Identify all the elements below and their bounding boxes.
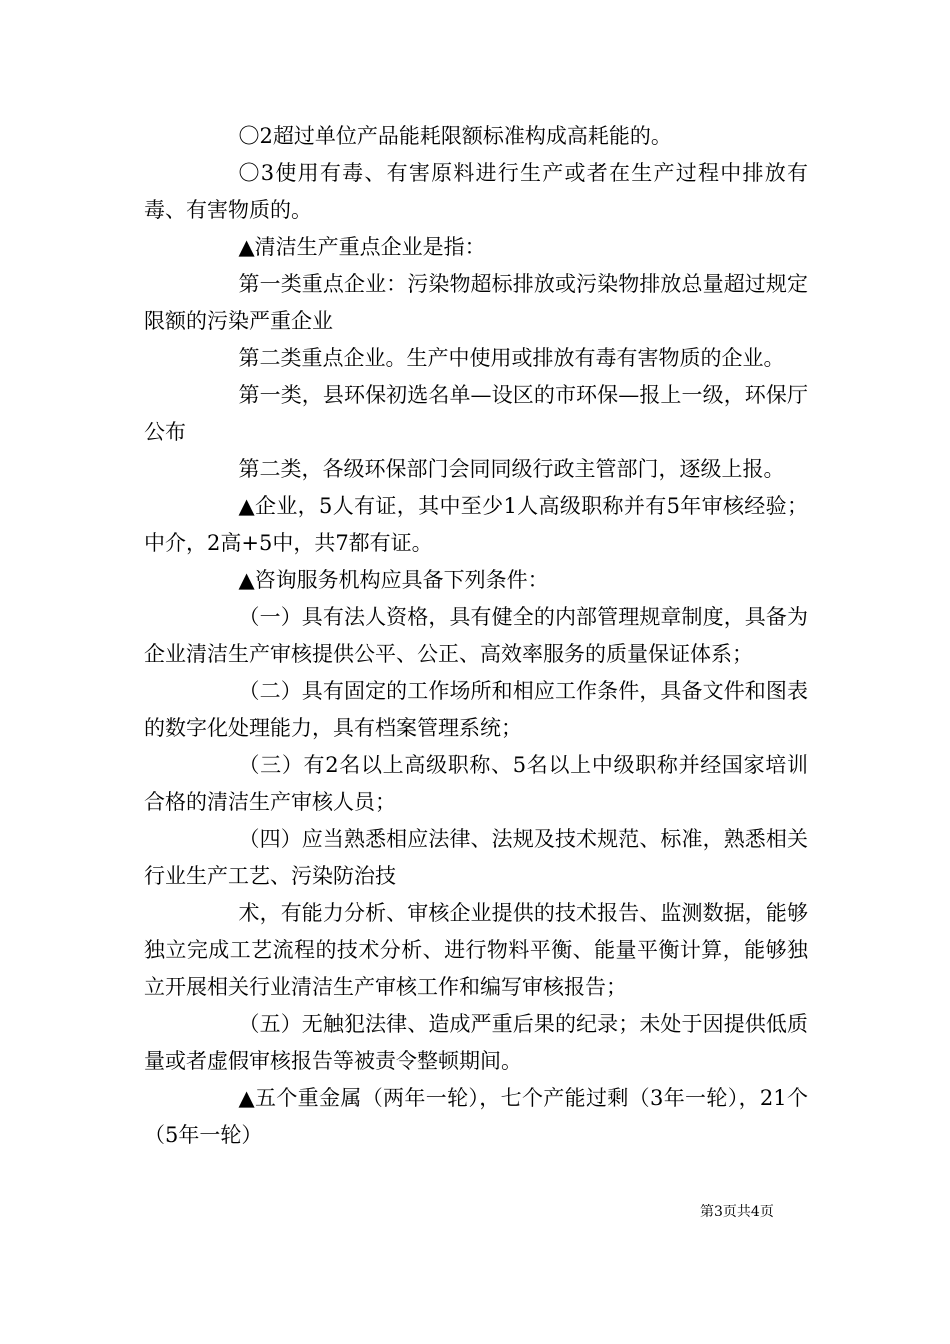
paragraph-condition-3: （三）有2名以上高级职称、5名以上中级职称并经国家培训合格的清洁生产审核人员； [144, 753, 808, 814]
paragraph-condition-4-continued: 术，有能力分析、审核企业提供的技术报告、监测数据，能够独立完成工艺流程的技术分析、进行物料平衡、能量平衡计算，能够独立开展相关行业清洁生产审核工作和编写审核报告； [144, 901, 808, 999]
paragraph-audit-cycles: ▲五个重金属（两年一轮），七个产能过剩（3年一轮），21个（5年一轮） [144, 1086, 808, 1147]
paragraph-condition-5: （五）无触犯法律、造成严重后果的纪录；未处于因提供低质量或者虚假审核报告等被责令整顿期间。 [144, 1012, 808, 1073]
paragraph-agency-conditions-heading: ▲咨询服务机构应具备下列条件： [238, 568, 549, 592]
page-number-footer: 第3页共4页 [700, 1204, 774, 1220]
paragraph-certification: ▲企业，5人有证，其中至少1人高级职称并有5年审核经验；中介，2高+5中，共7都有证。 [144, 494, 808, 555]
paragraph-condition-4: （四）应当熟悉相应法律、法规及技术规范、标准，熟悉相关行业生产工艺、污染防治技 [144, 827, 808, 888]
paragraph-category-two: 第二类重点企业。生产中使用或排放有毒有害物质的企业。 [238, 346, 785, 370]
paragraph-key-enterprises-heading: ▲清洁生产重点企业是指： [238, 235, 486, 259]
paragraph-category-one-process: 第一类，县环保初选名单—设区的市环保—报上一级，环保厅公布 [144, 383, 808, 444]
paragraph-item-2: 〇2超过单位产品能耗限额标准构成高耗能的。 [238, 124, 672, 148]
paragraph-category-two-process: 第二类，各级环保部门会同同级行政主管部门，逐级上报。 [238, 457, 785, 481]
paragraph-category-one: 第一类重点企业：污染物超标排放或污染物排放总量超过规定限额的污染严重企业 [144, 272, 808, 333]
paragraph-condition-1: （一）具有法人资格，具有健全的内部管理规章制度，具备为企业清洁生产审核提供公平、公正、高效率服务的质量保证体系； [144, 605, 808, 666]
document-body [144, 118, 808, 1154]
paragraph-condition-2: （二）具有固定的工作场所和相应工作条件，具备文件和图表的数字化处理能力，具有档案管理系统； [144, 679, 808, 740]
paragraph-item-3: 〇3使用有毒、有害原料进行生产或者在生产过程中排放有毒、有害物质的。 [144, 161, 808, 222]
